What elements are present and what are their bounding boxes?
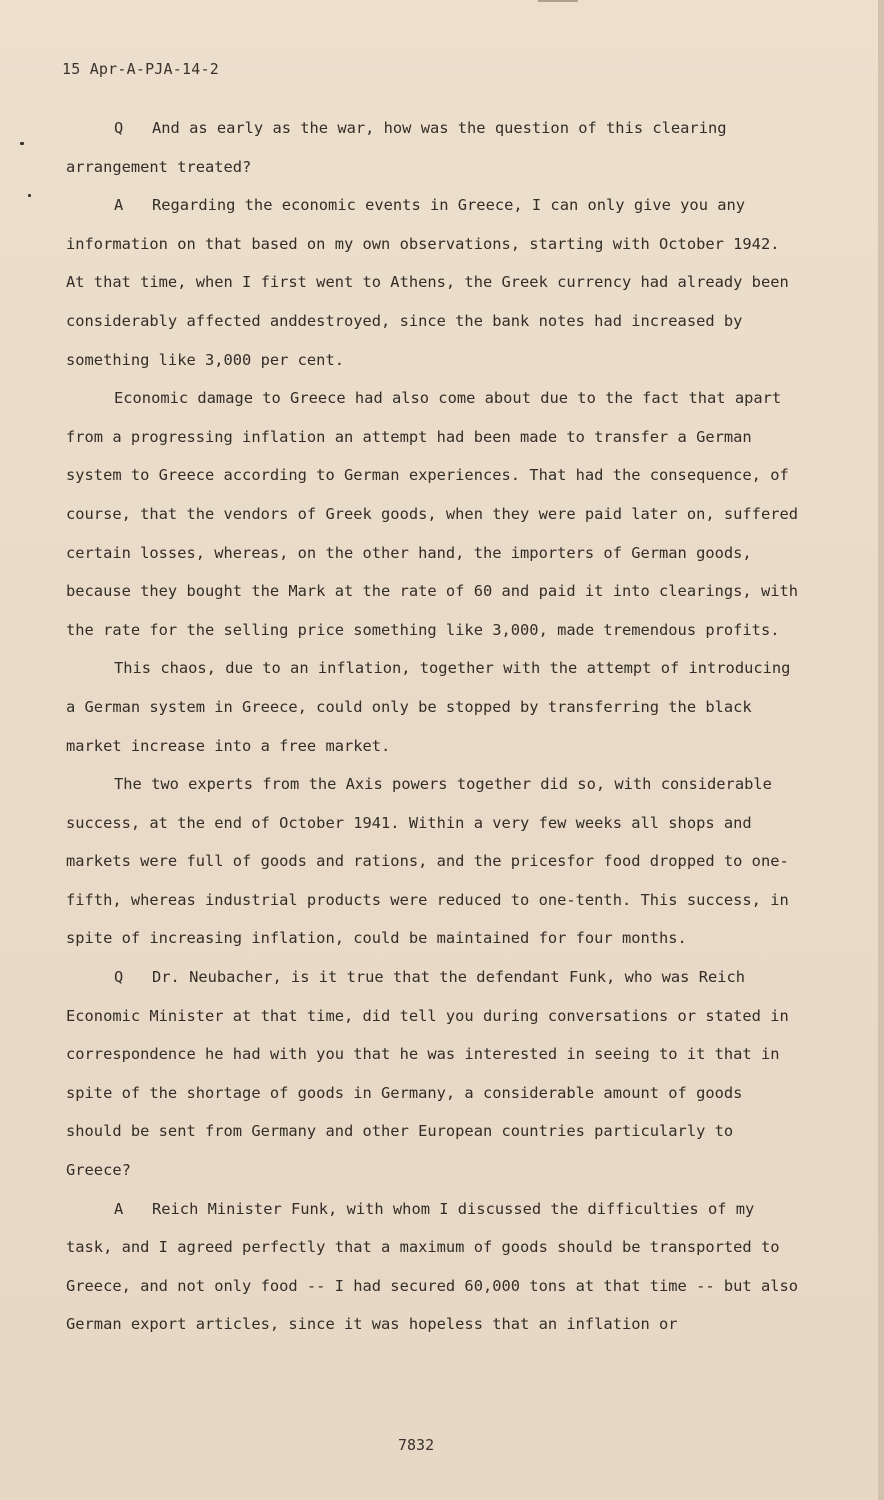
paragraph-text: Reich Minister Funk, with whom I discussed the difficulties of my task, and I agreed perfectly that a maximum of goods should be transported to Greece, and not only food -- I had secured 60,000 tons at that time -- but also German export articles, since it was hopeless that an inflation or [66,1199,799,1334]
paragraph-text: The two experts from the Axis powers together did so, with considerable success, at the end of October 1941. Within a very few weeks all shops and markets were full of goods and rations, and the pricesfor food dropped to one-fifth, whereas industrial products were reduced to one-tenth. This success, in spite of increasing inflation, could be maintained for four months. [66,775,789,948]
paragraph-text: And as early as the war, how was the question of this clearing arrangement treated? [66,119,727,176]
page-number: 7832 [398,1436,435,1454]
paragraph-continued-1 [66,379,806,649]
margin-mark [20,142,24,145]
speaker-label: Q [114,119,124,137]
document-header-id: 15 Apr-A-PJA-14-2 [62,60,219,78]
paragraph-continued-2 [66,649,806,765]
margin-mark [28,194,31,197]
paragraph-question-2 [66,958,806,1190]
paper-scratch [538,0,578,2]
paragraph-continued-3 [66,765,806,958]
speaker-label: Q [114,968,124,987]
speaker-label: A [114,1199,124,1218]
paragraph-text: Regarding the economic events in Greece, I can only give you any information on that based on my own observations, starting with October 1942. At that time, when I first went to Athens, the Greek currency had already been considerably affected anddestroyed, since the bank notes had increased by something like 3,000 per cent. [66,196,789,369]
paragraph-answer-2 [66,1190,806,1344]
speaker-label: A [114,196,124,215]
paragraph-text: This chaos, due to an inflation, together with the attempt of introducing a German system in Greece, could only be stopped by transferring the black market increase into a free market. [66,659,791,755]
paragraph-answer-1 [66,186,806,379]
paragraph-text: Dr. Neubacher, is it true that the defendant Funk, who was Reich Economic Minister at that time, did tell you during conversations or stated in correspondence he had with you that he was interested in seeing to it that in spite of the shortage of goods in Germany, a considerable amount of goods should be sent from Germany and other European countries particularly to Greece? [66,968,789,1180]
paragraph-text: Economic damage to Greece had also come about due to the fact that apart from a progressing inflation an attempt had been made to transfer a German system to Greece according to German experiences. That had the consequence, of course, that the vendors of Greek goods, when they were paid later on, suffered certain losses, whereas, on the other hand, the importers of German goods, because they bought the Mark at the rate of 60 and paid it into clearings, with the rate for the selling price something like 3,000, made tremendous profits. [66,389,799,639]
document-body [66,109,806,1344]
paragraph-question-1 [66,109,806,186]
